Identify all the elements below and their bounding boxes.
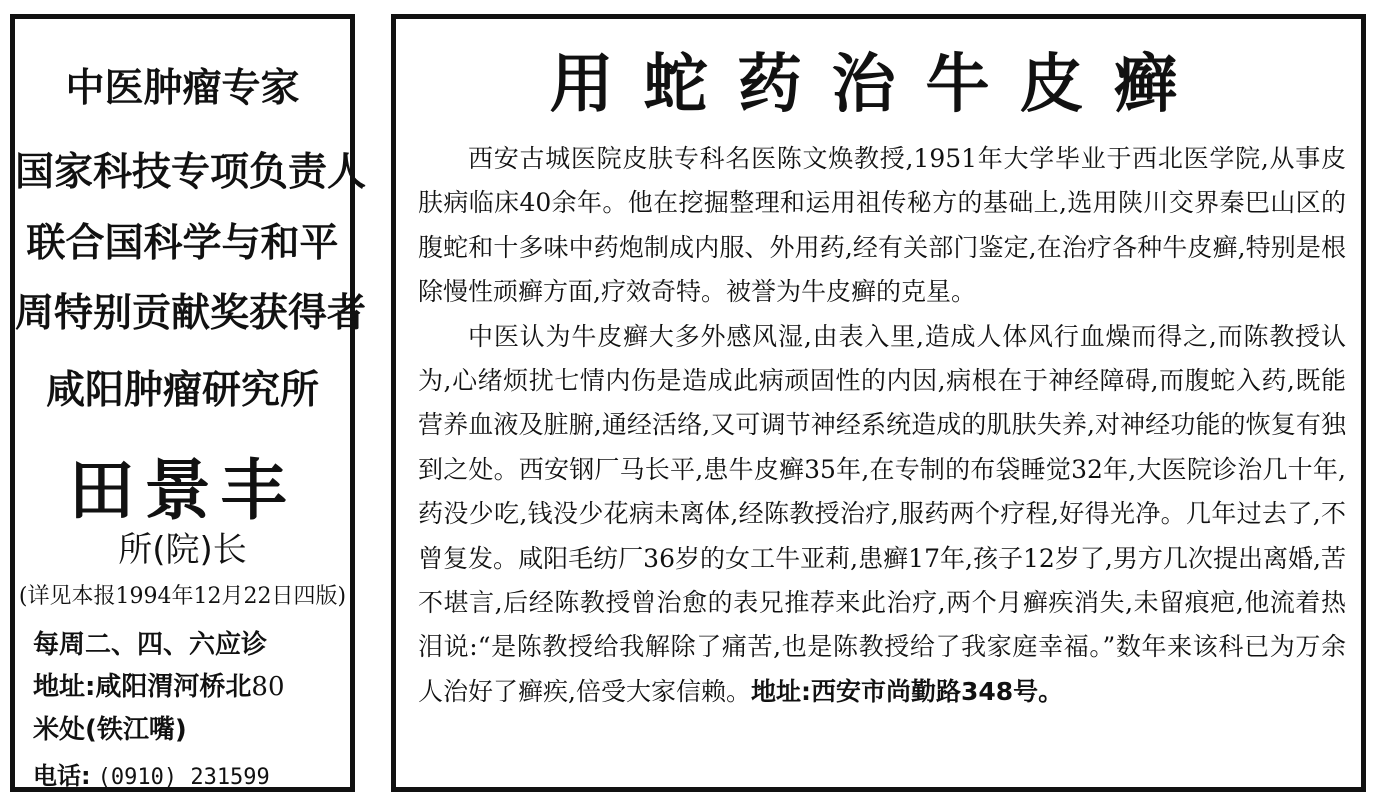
reference-note: (详见本报1994年12月22日四版) <box>18 584 347 609</box>
title-line-3: 联合国科学与和平 <box>26 221 339 266</box>
phone-number: (0910) 231599 <box>97 765 270 790</box>
article-paragraph-2-text: 中医认为牛皮癣大多外感风湿,由表入里,造成人体风行血燥而得之,而陈教授认为,心绪烦扰七情内伤是造成此病顽固性的内因,病根在于神经障碍,而腹蛇入药,既能营养血液及脏腑,通经活络,又可调节神经系统造成的肌肤失养,对神经功能的恢复有独到之处。西安钢厂马长平,患牛皮癣35年,在专制的布袋睡觉32年,大医院诊治几十年,药没少吃,钱没少花病未离体,经陈教授治疗,服药两个疗程,好得光净。几年过去了,不曾复发。咸阳毛纺厂36岁的女工牛亚莉,患癣17年,孩子12岁了,男方几次提出离婚,苦不堪言,后经陈教授曾治愈的表兄推荐来此治疗,两个月癣疾消失,未留痕疤,他流着热泪说:“是陈教授给我解除了痛苦,也是陈教授给了我家庭幸福。”数年来该科已为万余人治好了癣疾,倍受大家信赖。 <box>418 321 1346 706</box>
address-line-1 <box>33 666 285 703</box>
article-body <box>418 137 1346 714</box>
phone-label: 电话: <box>33 762 91 790</box>
title-line-1: 中医肿瘤专家 <box>65 66 300 111</box>
address-line-1-number: 80 <box>251 672 285 702</box>
doctor-role: 所(院)长 <box>118 530 247 570</box>
article-panel <box>391 14 1366 792</box>
article-address: 地址:西安市尚勤路348号。 <box>750 676 1064 706</box>
address-line-2: 米处(铁江嘴) <box>33 715 187 745</box>
phone <box>33 756 270 791</box>
title-line-2: 国家科技专项负责人 <box>15 150 367 195</box>
article-headline: 用蛇药治牛皮癣 <box>549 48 1208 122</box>
left-ad-panel <box>10 14 367 792</box>
title-line-4: 周特别贡献奖获得者 <box>15 291 367 336</box>
clinic-days: 每周二、四、六应诊 <box>33 630 268 660</box>
article-paragraph-2 <box>418 315 1346 715</box>
title-line-5: 咸阳肿瘤研究所 <box>45 368 319 413</box>
doctor-name: 田景丰 <box>68 452 297 529</box>
article-paragraph-1: 西安古城医院皮肤专科名医陈文焕教授,1951年大学毕业于西北医学院,从事皮肤病临床40余年。他在挖掘整理和运用祖传秘方的基础上,选用陕川交界秦巴山区的腹蛇和十多味中药炮制成内服、外用药,经有关部门鉴定,在治疗各种牛皮癣,特别是根除慢性顽癣方面,疗效奇特。被誉为牛皮癣的克星。 <box>418 144 1346 307</box>
address-line-1-text: 地址:咸阳渭河桥北 <box>33 672 252 702</box>
